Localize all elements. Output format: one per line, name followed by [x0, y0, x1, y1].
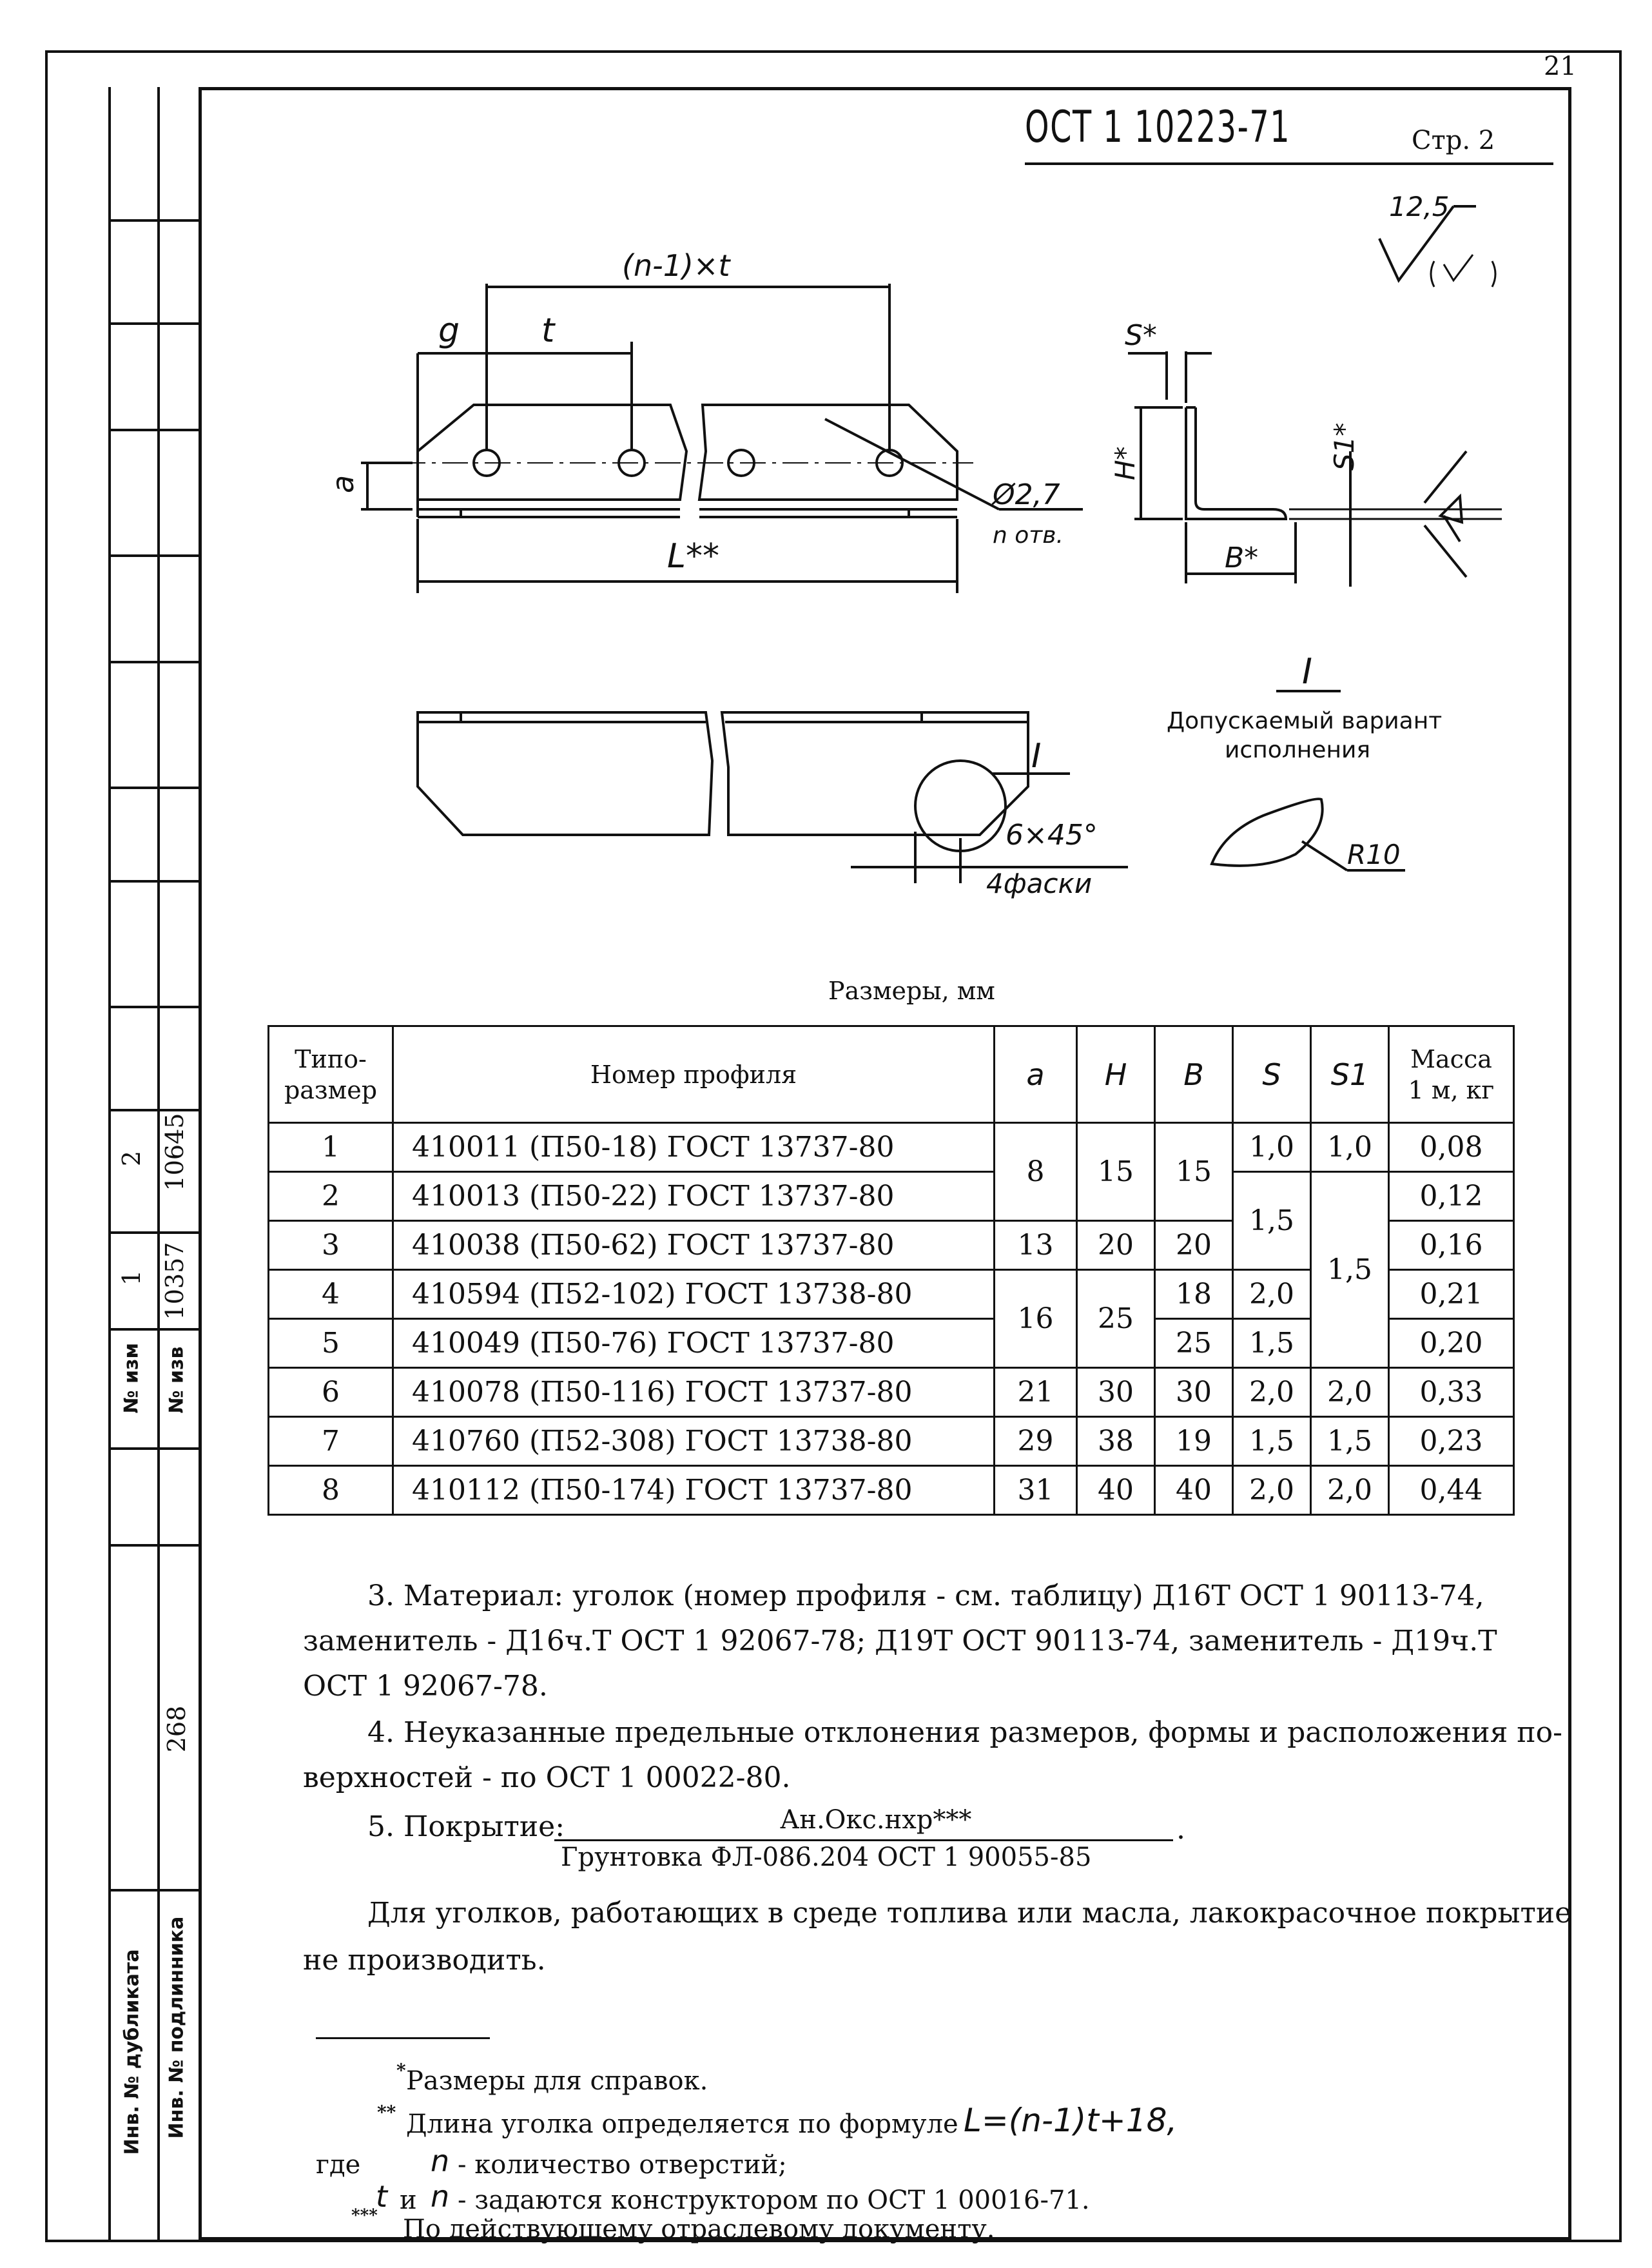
table-row — [269, 1466, 1514, 1515]
cell-n: 4 — [269, 1270, 393, 1319]
cell-S: 2,0 — [1233, 1466, 1311, 1515]
strip-divider — [108, 1231, 199, 1234]
detail-mark: I — [1031, 737, 1042, 776]
note-5-numerator: Ан.Окс.нхр*** — [780, 1805, 972, 1835]
cell-H: 15 — [1077, 1123, 1155, 1221]
chamfer: 6×45° — [1006, 819, 1098, 852]
cell-S: 1,5 — [1233, 1319, 1311, 1368]
angle-side-right — [722, 712, 1028, 835]
cell-B: 15 — [1155, 1123, 1233, 1221]
cell-B: 25 — [1155, 1319, 1233, 1368]
strip-izm-1: 1 — [117, 1269, 146, 1286]
table-row — [269, 1123, 1514, 1172]
cell-profile: 410011 (П50-18) ГОСТ 13737-80 — [393, 1123, 995, 1172]
cell-a: 8 — [995, 1123, 1077, 1221]
strip-podl-label: Инв. № подлинника — [165, 1916, 188, 2139]
cell-a: 13 — [995, 1221, 1077, 1270]
page-label: Стр. 2 — [1412, 126, 1495, 155]
note-5-denominator: Грунтовка ФЛ-086.204 ОСТ 1 90055-85 — [561, 1843, 1092, 1872]
footnote-2-tn-text: - задаются конструктором по ОСТ 1 00016-71. — [458, 2185, 1090, 2215]
cell-n: 7 — [269, 1417, 393, 1466]
dim-g: g — [438, 311, 460, 350]
strip-izv-label: № изв — [165, 1346, 188, 1414]
footnote-2-formula: L=(n-1)t+18, — [964, 2102, 1178, 2139]
footnote-3: По действующему отраслевому документу. — [403, 2214, 995, 2244]
cell-profile: 410594 (П52-102) ГОСТ 13738-80 — [393, 1270, 995, 1319]
footnote-2-mark: ** — [377, 2102, 396, 2123]
cell-S1: 2,0 — [1311, 1466, 1389, 1515]
cell-profile: 410112 (П50-174) ГОСТ 13737-80 — [393, 1466, 995, 1515]
th-tiporazmer: Типо- размер — [269, 1026, 393, 1123]
note-3-line3: ОСТ 1 92067-78. — [303, 1670, 548, 1703]
cell-n: 1 — [269, 1123, 393, 1172]
dim-L: L** — [667, 537, 719, 576]
th-a: a — [995, 1026, 1077, 1123]
cell-S: 2,0 — [1233, 1270, 1311, 1319]
cell-S1: 1,0 — [1311, 1123, 1389, 1172]
angle-side-left — [418, 712, 712, 835]
strip-divider — [108, 1447, 199, 1450]
strip-izm-2: 2 — [117, 1150, 146, 1167]
cell-B: 30 — [1155, 1368, 1233, 1417]
cell-B: 40 — [1155, 1466, 1233, 1515]
strip-izv-2: 10645 — [160, 1113, 189, 1191]
cell-H: 40 — [1077, 1466, 1155, 1515]
footnote-2-n2: n — [431, 2179, 450, 2214]
footnote-1-mark: * — [396, 2060, 406, 2081]
cell-profile: 410013 (П50-22) ГОСТ 13737-80 — [393, 1172, 995, 1221]
dim-top: (n-1)×t — [622, 248, 730, 283]
cell-a: 21 — [995, 1368, 1077, 1417]
table-row — [269, 1172, 1514, 1221]
footnote-1: Размеры для справок. — [406, 2066, 708, 2096]
th-profile: Номер профиля — [393, 1026, 995, 1123]
footnote-2-where: где — [316, 2150, 361, 2180]
note-5-fraction-line — [554, 1839, 1173, 1841]
strip-izm-label: № изм — [120, 1342, 143, 1414]
th-S: S — [1233, 1026, 1311, 1123]
cell-S1: 2,0 — [1311, 1368, 1389, 1417]
hole-note: n отв. — [993, 522, 1064, 549]
th-S1: S1 — [1311, 1026, 1389, 1123]
note-4-line2: верхностей - по ОСТ 1 00022-80. — [303, 1761, 791, 1794]
cell-profile: 410760 (П52-308) ГОСТ 13738-80 — [393, 1417, 995, 1466]
cell-S: 1,5 — [1233, 1417, 1311, 1466]
cell-n: 3 — [269, 1221, 393, 1270]
detail-title: I — [1302, 651, 1312, 692]
dim-t: t — [541, 311, 555, 350]
radius: R10 — [1347, 839, 1401, 870]
note-5-label: 5. Покрытие: — [367, 1810, 565, 1843]
hole-dia: Ø2,7 — [993, 478, 1060, 511]
th-B: B — [1155, 1026, 1233, 1123]
cell-mass: 0,20 — [1389, 1319, 1514, 1368]
footnote-2-and: и — [400, 2185, 417, 2215]
cell-mass: 0,12 — [1389, 1172, 1514, 1221]
variant-line2: исполнения — [1225, 737, 1371, 763]
cell-mass: 0,44 — [1389, 1466, 1514, 1515]
variant-line1: Допускаемый вариант — [1167, 708, 1443, 734]
cell-S1: 1,5 — [1311, 1417, 1389, 1466]
document-code: ОСТ 1 10223-71 — [1025, 102, 1291, 153]
strip-izv-1: 10357 — [160, 1242, 189, 1320]
chamfer-note: 4фаски — [986, 868, 1093, 899]
cell-a: 29 — [995, 1417, 1077, 1466]
footnote-2-n: n — [431, 2144, 450, 2178]
cell-n: 8 — [269, 1466, 393, 1515]
detail-circle — [915, 761, 1006, 851]
note-5-dot: . — [1176, 1813, 1185, 1846]
th-H: H — [1077, 1026, 1155, 1123]
strip-podl-value: 268 — [162, 1705, 191, 1753]
dim-H: H* — [1109, 446, 1141, 480]
fuel-note-line2: не производить. — [303, 1944, 546, 1977]
cell-mass: 0,33 — [1389, 1368, 1514, 1417]
cell-B: 20 — [1155, 1221, 1233, 1270]
cell-H: 25 — [1077, 1270, 1155, 1368]
footnote-3-mark: *** — [351, 2206, 378, 2225]
angle-left-part — [418, 405, 686, 500]
cell-B: 19 — [1155, 1417, 1233, 1466]
page-number: 21 — [1544, 52, 1577, 81]
detail-variant-shape — [1212, 799, 1323, 866]
dim-a: a — [326, 474, 360, 493]
cell-mass: 0,21 — [1389, 1270, 1514, 1319]
note-4-line1: 4. Неуказанные предельные отклонения размеров, формы и расположения по- — [367, 1716, 1562, 1749]
dim-S: S* — [1125, 319, 1157, 352]
table-row — [269, 1417, 1514, 1466]
cell-n: 6 — [269, 1368, 393, 1417]
cell-a: 31 — [995, 1466, 1077, 1515]
cell-S: 1,5 — [1233, 1172, 1311, 1270]
note-3-line2: заменитель - Д16ч.Т ОСТ 1 92067-78; Д19Т ОСТ 90113-74, заменитель - Д19ч.Т — [303, 1625, 1497, 1657]
roughness-value: 12,5 — [1389, 191, 1450, 222]
cell-mass: 0,08 — [1389, 1123, 1514, 1172]
angle-right-part — [699, 405, 957, 500]
footnote-rule — [316, 2037, 490, 2039]
cell-H: 38 — [1077, 1417, 1155, 1466]
cell-H: 20 — [1077, 1221, 1155, 1270]
dim-B: B* — [1225, 542, 1259, 574]
strip-dub-label: Инв. № дубликата — [121, 1949, 144, 2155]
cell-S: 1,0 — [1233, 1123, 1311, 1172]
cell-profile: 410049 (П50-76) ГОСТ 13737-80 — [393, 1319, 995, 1368]
cell-mass: 0,16 — [1389, 1221, 1514, 1270]
cell-S1: 1,5 — [1311, 1172, 1389, 1368]
note-3-line1: 3. Материал: уголок (номер профиля - см. таблицу) Д16Т ОСТ 1 90113-74, — [367, 1579, 1484, 1612]
cell-a: 16 — [995, 1270, 1077, 1368]
table-row — [269, 1368, 1514, 1417]
cell-n: 5 — [269, 1319, 393, 1368]
table-caption: Размеры, мм — [828, 977, 995, 1005]
cell-n: 2 — [269, 1172, 393, 1221]
cell-H: 30 — [1077, 1368, 1155, 1417]
cell-profile: 410078 (П50-116) ГОСТ 13737-80 — [393, 1368, 995, 1417]
dimensions-table — [267, 1025, 1515, 1516]
cell-B: 18 — [1155, 1270, 1233, 1319]
fuel-note-line1: Для уголков, работающих в среде топлива или масла, лакокрасочное покрытие — [367, 1897, 1572, 1930]
dim-S1: S1* — [1328, 422, 1360, 471]
cell-profile: 410038 (П50-62) ГОСТ 13737-80 — [393, 1221, 995, 1270]
technical-drawing — [0, 0, 1652, 954]
strip-divider — [108, 1006, 199, 1008]
th-mass: Масса 1 м, кг — [1389, 1026, 1514, 1123]
footnote-2-n-text: - количество отверстий; — [458, 2150, 787, 2180]
strip-divider — [108, 1544, 199, 1547]
cell-S: 2,0 — [1233, 1368, 1311, 1417]
footnote-2-t: t — [376, 2179, 388, 2214]
cell-mass: 0,23 — [1389, 1417, 1514, 1466]
strip-divider — [108, 1889, 199, 1892]
footnote-2: Длина уголка определяется по формуле — [406, 2109, 958, 2139]
strip-divider — [108, 1328, 199, 1331]
